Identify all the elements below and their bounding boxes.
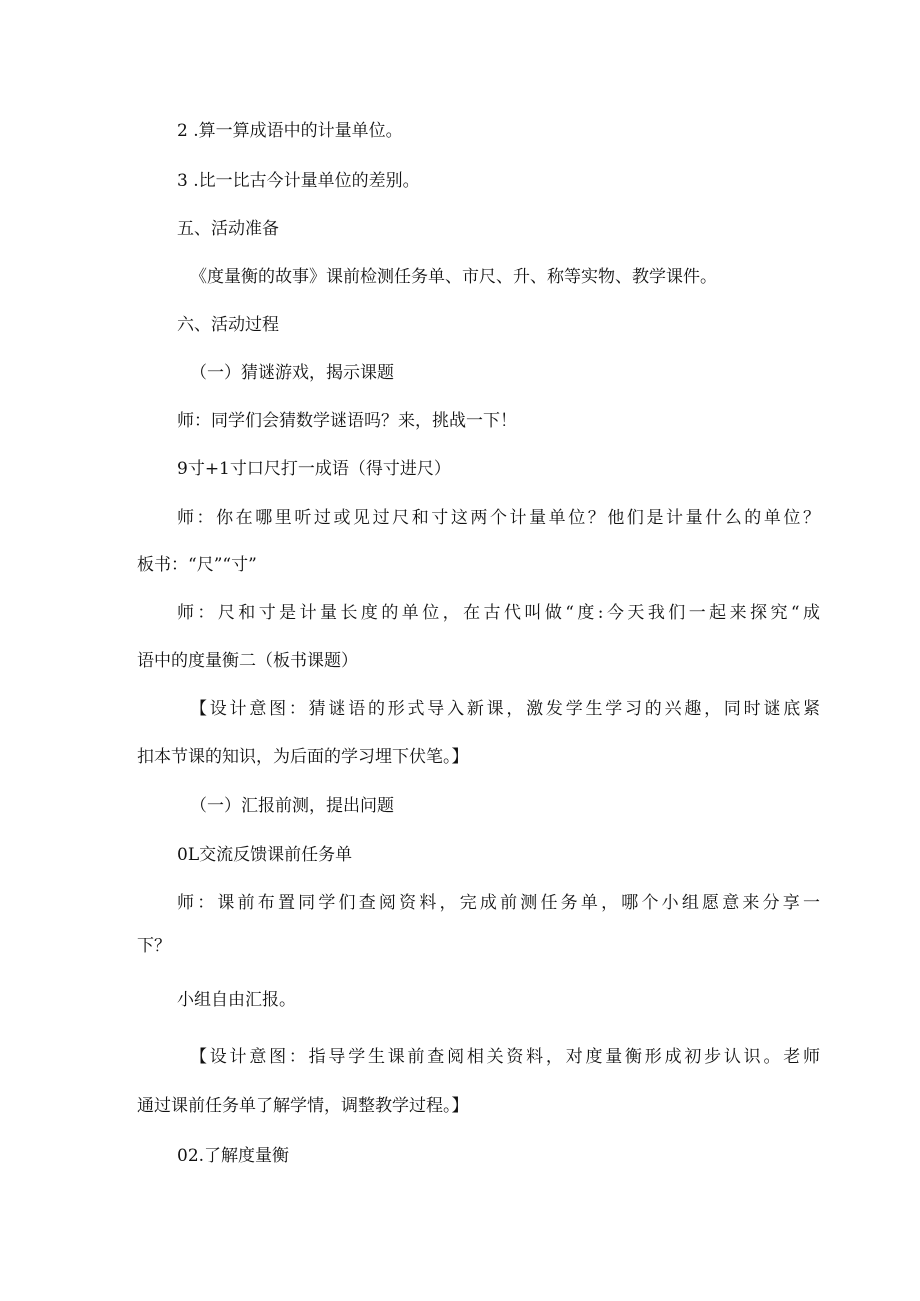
paragraph-materials: 《度量衡的故事》课前检测任务单、市尺、升、称等实物、教学课件。 <box>190 267 717 287</box>
paragraph-riddle: 9寸+1寸口尺打一成语（得寸进尺） <box>177 459 451 479</box>
subheading-riddle-game: （一）猜谜游戏，揭示课题 <box>190 363 394 383</box>
design-intent-2-line1: 【设计意图：指导学生课前查阅相关资料，对度量衡形成初步认识。老师 <box>190 1047 820 1067</box>
paragraph-teacher-4-line2: 下？ <box>137 936 171 956</box>
paragraph-teacher-3-line2: 语中的度量衡二（板书课题） <box>137 651 358 671</box>
design-intent-1-line2: 扣本节课的知识，为后面的学习埋下伏笔。】 <box>137 747 469 767</box>
paragraph-board-writing: 板书：“尺”“寸” <box>137 555 257 575</box>
list-item-3: 3 .比一比古今计量单位的差别。 <box>177 171 420 191</box>
paragraph-group-report: 小组自由汇报。 <box>177 990 296 1010</box>
paragraph-teacher-2: 师：你在哪里听过或见过尺和寸这两个计量单位？他们是计量什么的单位？ <box>177 508 820 528</box>
paragraph-teacher-1: 师：同学们会猜数学谜语吗？来，挑战一下！ <box>177 411 517 431</box>
design-intent-2-line2: 通过课前任务单了解学情，调整教学过程。】 <box>137 1096 469 1116</box>
design-intent-1-line1: 【设计意图：猜谜语的形式导入新课，激发学生学习的兴趣，同时谜底紧 <box>190 699 820 719</box>
list-item-2: 2 .算一算成语中的计量单位。 <box>177 121 403 141</box>
subheading-report: （一）汇报前测，提出问题 <box>190 796 394 816</box>
section-heading-process: 六、活动过程 <box>177 315 279 335</box>
step-02: 02.了解度量衡 <box>177 1146 290 1166</box>
paragraph-teacher-3-line1: 师：尺和寸是计量长度的单位，在古代叫做“度:今天我们一起来探究“成 <box>177 603 820 623</box>
paragraph-teacher-4-line1: 师：课前布置同学们查阅资料，完成前测任务单，哪个小组愿意来分享一 <box>177 893 820 913</box>
step-01: 0L交流反馈课前任务单 <box>177 845 353 865</box>
section-heading-preparation: 五、活动准备 <box>177 219 279 239</box>
